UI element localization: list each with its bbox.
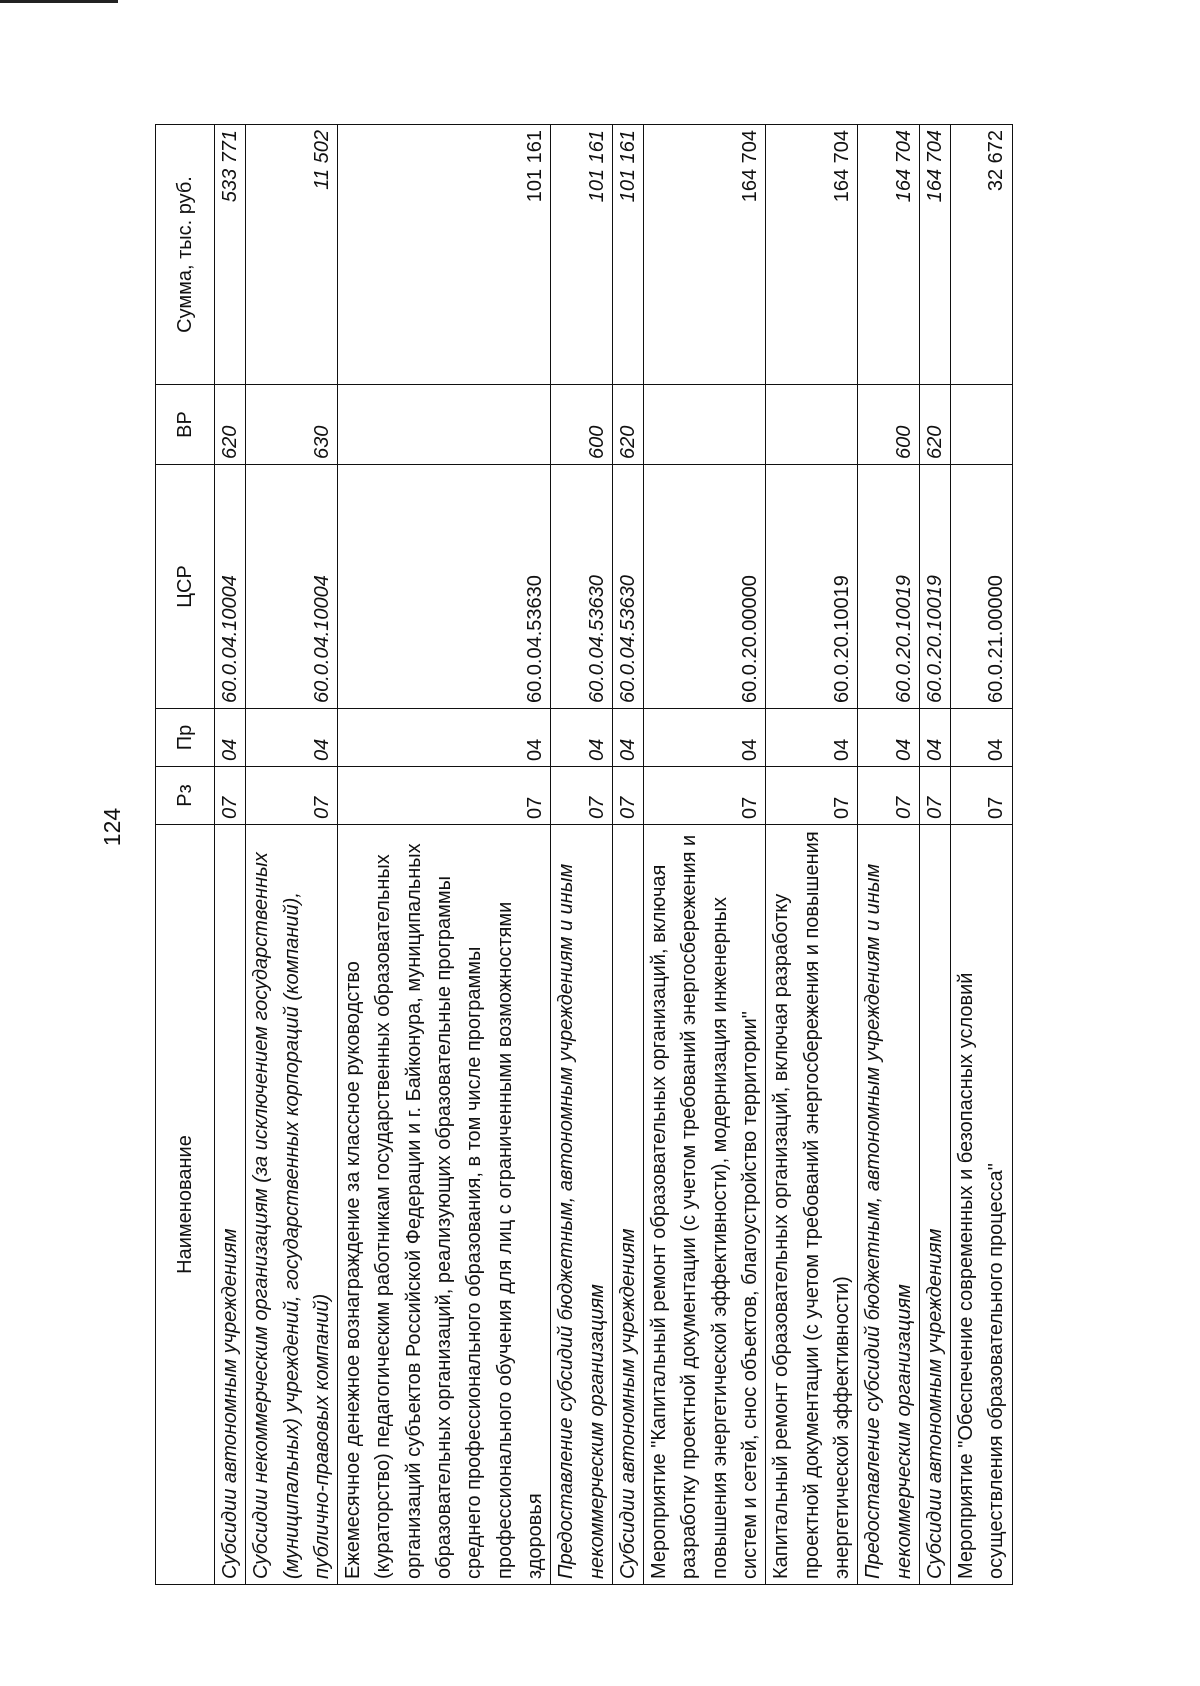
cell-vr: 620 [919, 385, 950, 465]
table-row [951, 125, 1013, 1585]
header-name: Наименование [156, 825, 215, 1585]
cell-vr: 600 [551, 385, 613, 465]
cell-rz: 07 [919, 767, 950, 825]
cell-sum: 164 704 [644, 125, 766, 385]
header-sum: Сумма, тыс. руб. [156, 125, 215, 385]
cell-pr: 04 [338, 709, 551, 767]
cell-pr: 04 [766, 709, 858, 767]
table-row [766, 125, 858, 1585]
cell-vr: 620 [215, 385, 246, 465]
cell-rz: 07 [246, 767, 338, 825]
cell-sum: 11 502 [246, 125, 338, 385]
header-vr: ВР [156, 385, 215, 465]
cell-csr: 60.0.04.53630 [612, 465, 643, 709]
cell-name: Ежемесячное денежное вознаграждение за классное руководство (кураторство) педагогическим работникам государственных образовательных организаций субъектов Российской Федерации и г. Байконура, муниципальных образовательных организаций, реализующих образовательные программы среднего профессионального образования, в том числе программы профессионального обучения для лиц с ограниченными возможностями здоровья [338, 825, 551, 1585]
table-row [246, 125, 338, 1585]
cell-name: Капитальный ремонт образовательных организаций, включая разработку проектной документации (с учетом требований энергосбережения и повышения энергетической эффективности) [766, 825, 858, 1585]
table-row [858, 125, 920, 1585]
cell-sum: 164 704 [919, 125, 950, 385]
cell-vr: 620 [612, 385, 643, 465]
cell-csr: 60.0.04.10004 [215, 465, 246, 709]
cell-name: Субсидии автономным учреждениям [215, 825, 246, 1585]
cell-sum: 164 704 [858, 125, 920, 385]
cell-pr: 04 [551, 709, 613, 767]
header-csr: ЦСР [156, 465, 215, 709]
header-row [156, 125, 215, 1585]
cell-vr [644, 385, 766, 465]
cell-sum: 101 161 [551, 125, 613, 385]
page-number: 124 [99, 807, 125, 847]
header-rz: Рз [156, 767, 215, 825]
cell-sum: 164 704 [766, 125, 858, 385]
table-row [551, 125, 613, 1585]
cell-name: Предоставление субсидий бюджетным, автономным учреждениям и иным некоммерческим организациям [858, 825, 920, 1585]
cell-sum: 101 161 [338, 125, 551, 385]
cell-vr: 630 [246, 385, 338, 465]
header-pr: Пр [156, 709, 215, 767]
cell-sum: 101 161 [612, 125, 643, 385]
cell-vr [338, 385, 551, 465]
budget-table [155, 124, 1013, 1585]
cell-rz: 07 [612, 767, 643, 825]
cell-rz: 07 [215, 767, 246, 825]
table-row [612, 125, 643, 1585]
table-row [338, 125, 551, 1585]
table-row [215, 125, 246, 1585]
cell-csr: 60.0.21.00000 [951, 465, 1013, 709]
cell-name: Предоставление субсидий бюджетным, автономным учреждениям и иным некоммерческим организациям [551, 825, 613, 1585]
cell-vr [766, 385, 858, 465]
cell-pr: 04 [612, 709, 643, 767]
cell-name: Мероприятие "Обеспечение современных и безопасных условий осуществления образовательного процесса" [951, 825, 1013, 1585]
cell-sum: 32 672 [951, 125, 1013, 385]
top-rule [0, 0, 118, 3]
cell-sum: 533 771 [215, 125, 246, 385]
cell-pr: 04 [951, 709, 1013, 767]
cell-rz: 07 [644, 767, 766, 825]
cell-rz: 07 [551, 767, 613, 825]
table-row [919, 125, 950, 1585]
cell-name: Субсидии некоммерческим организациям (за исключением государственных (муниципальных) учреждений, государственных корпораций (компаний), публично-правовых компаний) [246, 825, 338, 1585]
cell-rz: 07 [338, 767, 551, 825]
cell-csr: 60.0.04.53630 [338, 465, 551, 709]
cell-csr: 60.0.20.10019 [858, 465, 920, 709]
cell-pr: 04 [246, 709, 338, 767]
cell-vr [951, 385, 1013, 465]
cell-pr: 04 [858, 709, 920, 767]
cell-csr: 60.0.20.10019 [766, 465, 858, 709]
cell-csr: 60.0.20.10019 [919, 465, 950, 709]
cell-csr: 60.0.20.00000 [644, 465, 766, 709]
cell-name: Субсидии автономным учреждениям [919, 825, 950, 1585]
cell-vr: 600 [858, 385, 920, 465]
cell-rz: 07 [951, 767, 1013, 825]
cell-csr: 60.0.04.10004 [246, 465, 338, 709]
cell-csr: 60.0.04.53630 [551, 465, 613, 709]
cell-pr: 04 [215, 709, 246, 767]
cell-name: Субсидии автономным учреждениям [612, 825, 643, 1585]
cell-rz: 07 [858, 767, 920, 825]
cell-pr: 04 [919, 709, 950, 767]
cell-name: Мероприятие "Капитальный ремонт образовательных организаций, включая разработку проектной документации (с учетом требований энергосбережения и повышения энергетической эффективности), модернизация инженерных систем и сетей, снос объектов, благоустройство территории" [644, 825, 766, 1585]
table-row [644, 125, 766, 1585]
cell-rz: 07 [766, 767, 858, 825]
cell-pr: 04 [644, 709, 766, 767]
